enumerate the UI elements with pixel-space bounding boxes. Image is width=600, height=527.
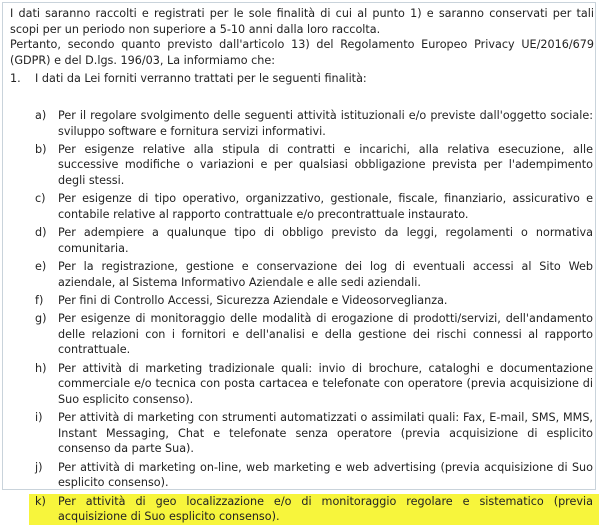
finalita-text: Per adempiere a qualunque tipo di obbligo previsto da leggi, regolamenti o normativa comunitaria.: [58, 226, 593, 255]
finalita-item-f: [35, 293, 593, 309]
finalita-item-h: [35, 361, 593, 408]
finalita-text: Per il regolare svolgimento delle seguenti attività istituzionali e/o previste dall'oggetto sociale: sviluppo software e fornitura servizi informativi.: [58, 109, 593, 138]
finalita-letter: b): [35, 142, 47, 156]
intro-section: [10, 6, 594, 68]
finalita-text: Per attività di marketing tradizionale quali: invio di brochure, cataloghi e documentazione commerciale e/o tecnica con posta cartacea e telefonate con operatore (previa acquisizione di Suo esplicito consenso).: [58, 361, 593, 406]
finalita-item-c: [35, 191, 593, 222]
finalita-letter: a): [35, 109, 47, 122]
finalita-text: Per attività di geo localizzazione e/o di monitoraggio regolare e sistematico (previa acquisizione di Suo esplicito consenso).: [58, 494, 593, 524]
document-frame: [2, 2, 596, 524]
finalita-letter: e): [35, 260, 47, 274]
finalita-item-a: [35, 108, 593, 139]
finalita-text: Per attività di marketing on-line, web marketing e web advertising (previa acquisizione di Suo esplicito consenso).: [58, 460, 593, 490]
finalita-text: Per attività di marketing con strumenti automatizzati o assimilati quali: Fax, E-mail, SMS, MMS, Instant Messaging, Chat e telefonate senza operatore (previa acquisizione di esplicito consenso da parte Sua).: [58, 411, 593, 456]
finalita-item-d: [35, 225, 593, 256]
point-1: [10, 71, 594, 87]
finalita-text: Per la registrazione, gestione e conservazione dei log di eventuali accessi al Sito Web aziendale, al Sistema Informativo Aziendale e alle sedi aziendali.: [58, 260, 593, 289]
point-1-text: I dati da Lei forniti verranno trattati per le seguenti finalità:: [35, 72, 367, 85]
finalita-letter: k): [35, 494, 46, 508]
finalita-item-e: [35, 259, 593, 290]
finalita-item-g: [35, 311, 593, 358]
finalita-text: Per esigenze di monitoraggio delle modalità di erogazione di prodotti/servizi, dell'andamento delle relazioni con i fornitori e dell'analisi e della gestione dei rischi connessi al rapporto contrattuale.: [58, 312, 593, 357]
finalita-letter: j): [35, 460, 43, 474]
finalita-item-k-highlighted: [29, 494, 599, 525]
finalita-letter: h): [35, 361, 47, 375]
finalita-list: [35, 108, 593, 527]
finalita-letter: d): [35, 226, 47, 240]
finalita-item-j: [35, 460, 593, 491]
finalita-text: Per fini di Controllo Accessi, Sicurezza Aziendale e Videosorveglianza.: [58, 293, 448, 307]
finalita-item-i: [35, 410, 593, 457]
intro-paragraph-2: Pertanto, secondo quanto previsto dall'articolo 13) del Regolamento Europeo Privacy UE/2016/679 (GDPR) e del D.lgs. 196/03, La informiamo che:: [10, 38, 594, 67]
finalita-item-b: [35, 142, 593, 189]
finalita-text: Per esigenze relative alla stipula di contratti e incarichi, alla relativa esecuzione, alle successive modifiche o variazioni e per qualsiasi obbligazione prevista per l'adempimento degli stessi.: [58, 142, 593, 188]
point-1-number: 1.: [10, 72, 21, 85]
finalita-letter: c): [35, 192, 46, 206]
finalita-text: Per esigenze di tipo operativo, organizzativo, gestionale, fiscale, finanziario, assicurativo e contabile relative al rapporto contrattuale e/o precontrattuale instaurato.: [58, 192, 593, 221]
finalita-letter: f): [35, 293, 44, 307]
finalita-letter: i): [35, 411, 43, 425]
intro-paragraph-1: I dati saranno raccolti e registrati per le sole finalità di cui al punto 1) e saranno conservati per tali scopi per un periodo non superiore a 5-10 anni dalla loro raccolta.: [10, 7, 594, 36]
finalita-letter: g): [35, 312, 47, 326]
